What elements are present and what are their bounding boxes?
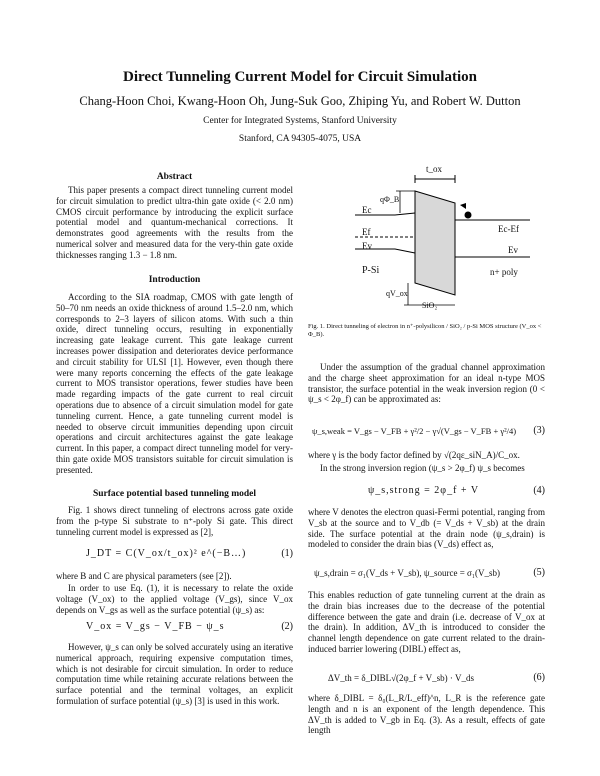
abstract-heading: Abstract [156, 172, 193, 182]
equation-6 [308, 673, 545, 689]
band-diagram [340, 165, 540, 315]
equation-5-body: ψ_s,drain = σ₁(V_ds + V_sb), ψ_source = σ₁(V_sb) [314, 568, 501, 578]
right-p3: In the strong inversion region (ψ_s > 2φ_f) ψ_s becomes [320, 463, 525, 473]
right-p2: where γ is the body factor defined by √(2qε_siN_A)/C_ox. [308, 450, 520, 460]
surface-p3: In order to use Eq. (1), it is necessary to relate the oxide voltage (V_ox) to the applied voltage (V_gs), since V_ox depends on V_gs as well as the surface potential (ψ_s) as: [56, 583, 293, 615]
equation-4-body: ψ_s,strong = 2φ_f + V [368, 485, 480, 496]
label-n-poly: n+ poly [490, 267, 518, 277]
label-ev-right: Ev [508, 245, 518, 255]
equation-5-number: (5) [533, 567, 545, 578]
right-p6: where δ_DIBL = δ₀(L_R/L_eff)^n, L_R is the reference gate length and n is an exponent of the length dependence. This ΔV_th is added to V_gb in Eq. (3). As a result, effects of gate length [308, 693, 545, 736]
equation-4-number: (4) [533, 485, 545, 496]
equation-2-number: (2) [281, 621, 293, 632]
surface-p2: where B and C are physical parameters (see [2]). [56, 571, 232, 581]
equation-3-body: ψ_s,weak = V_gs − V_FB + γ²/2 − γ√(V_gs − V_FB + γ²/4) [312, 426, 517, 436]
equation-3 [308, 426, 545, 442]
equation-1-number: (1) [281, 548, 293, 559]
label-qphib: qΦ_B [380, 195, 400, 204]
equation-3-number: (3) [533, 425, 545, 436]
label-ev: Ev [362, 241, 372, 251]
surface-p1: Fig. 1 shows direct tunneling of electrons across gate oxide from the p-type Si substrate to n⁺-poly Si gate. This direct tunneling current model is expressed as [2], [56, 505, 293, 537]
affiliation-line-2: Stanford, CA 94305-4075, USA [238, 134, 362, 144]
label-tox: t_ox [426, 164, 443, 174]
equation-1 [56, 549, 293, 565]
label-ef: Ef [362, 227, 371, 237]
affiliation-line-1: Center for Integrated Systems, Stanford University [203, 116, 397, 126]
equation-4 [308, 486, 545, 502]
figure-1 [340, 165, 540, 315]
abstract-text: This paper presents a compact direct tunneling current model for circuit simulation to predict ultra-thin gate oxide (< 2.0 nm) CMOS circuit performance by introducing the explicit surface potential model and quantum-mechanical corrections. It demonstrates good agreements with the results from the numerical solver and measured data for the very-thin gate oxide thicknesses ranging 1.3 − 1.8 nm. [56, 185, 293, 260]
label-ec: Ec [362, 205, 372, 215]
label-p-si: P-Si [362, 265, 380, 276]
surface-heading: Surface potential based tunneling model [92, 489, 257, 499]
label-qvox: qV_ox [386, 289, 408, 298]
paper-authors: Chang-Hoon Choi, Kwang-Hoon Oh, Jung-Suk Goo, Zhiping Yu, and Robert W. Dutton [79, 94, 521, 108]
right-p4: where V denotes the electron quasi-Fermi potential, ranging from V_sb at the source and to V_db (= V_ds + V_sb) at the drain side. The surface potential at the drain node (ψ_s,drain) is modeled to consider the drain bias (V_ds) effect as, [308, 507, 545, 550]
introduction-heading: Introduction [148, 275, 201, 285]
equation-1-body: J_DT = C(V_ox/t_ox)² e^(−B…) [86, 548, 247, 559]
equation-5 [308, 568, 545, 584]
equation-2 [56, 622, 293, 638]
figure-1-caption: Fig. 1. Direct tunneling of electron in n⁺-polysilicon / SiO₂ / p-Si MOS structure (V_ox < Φ_B). [308, 323, 542, 338]
equation-2-body: V_ox = V_gs − V_FB − ψ_s [86, 621, 225, 632]
right-p1: Under the assumption of the gradual channel approximation and the charge sheet approximation for an ideal n-type MOS transistor, the surface potential in the weak inversion region (0 < ψ_s < 2φ_f) can be approximated as: [308, 362, 545, 405]
right-p5: This enables reduction of gate tunneling current at the drain as the drain bias increases due to the decrease of the potential difference between the gate and drain (i.e. decrease of V_ox at the drain). In addition, ΔV_th is introduced to consider the channel length dependence on gate current related to the drain-induced barrier lowering (DIBL) effect as, [308, 590, 545, 654]
equation-6-body: ΔV_th = δ_DIBL√(2φ_f + V_sb) · V_ds [328, 673, 474, 683]
surface-p4: However, ψ_s can only be solved accurately using an iterative numerical approach, requiring expensive computation times, which is not desirable for circuit simulation. In order to reduce computation time while retaining accurate relations between the surface potential and the terminal voltages, an explicit formulation of surface potential (ψ_s) [3] is used in this work. [56, 642, 293, 706]
paper-title: Direct Tunneling Current Model for Circuit Simulation [123, 69, 477, 85]
label-sio2: SiO₂ [422, 301, 438, 310]
introduction-text: According to the SIA roadmap, CMOS with gate length of 50–70 nm needs an oxide thickness of around 1.5–2.0 nm, which corresponds to 2–3 layers of silicon atoms. With such a thin oxide, direct tunneling occurs, resulting in exponentially increasing gate leakage current. This gate leakage current increases power dissipation and deteriorates device performance and circuit stability for ULSI [1]. However, even though there were many reports concerning the effects of the gate leakage current to MOS transistor operations, fewer studies have been made regarding impacts of the gate current to real circuit operations due to absence of a circuit simulation model for gate tunneling current. Hence, a gate tunneling current model is needed to observe circuit immunities depending upon circuit operations and circuit architectures against the gate leakage current. In this paper, a compact direct tunneling model for very-thin gate oxide MOS transistors suitable for circuit simulation is presented. [56, 292, 293, 475]
equation-6-number: (6) [533, 672, 545, 683]
label-ec-ef: Ec-Ef [498, 224, 519, 234]
